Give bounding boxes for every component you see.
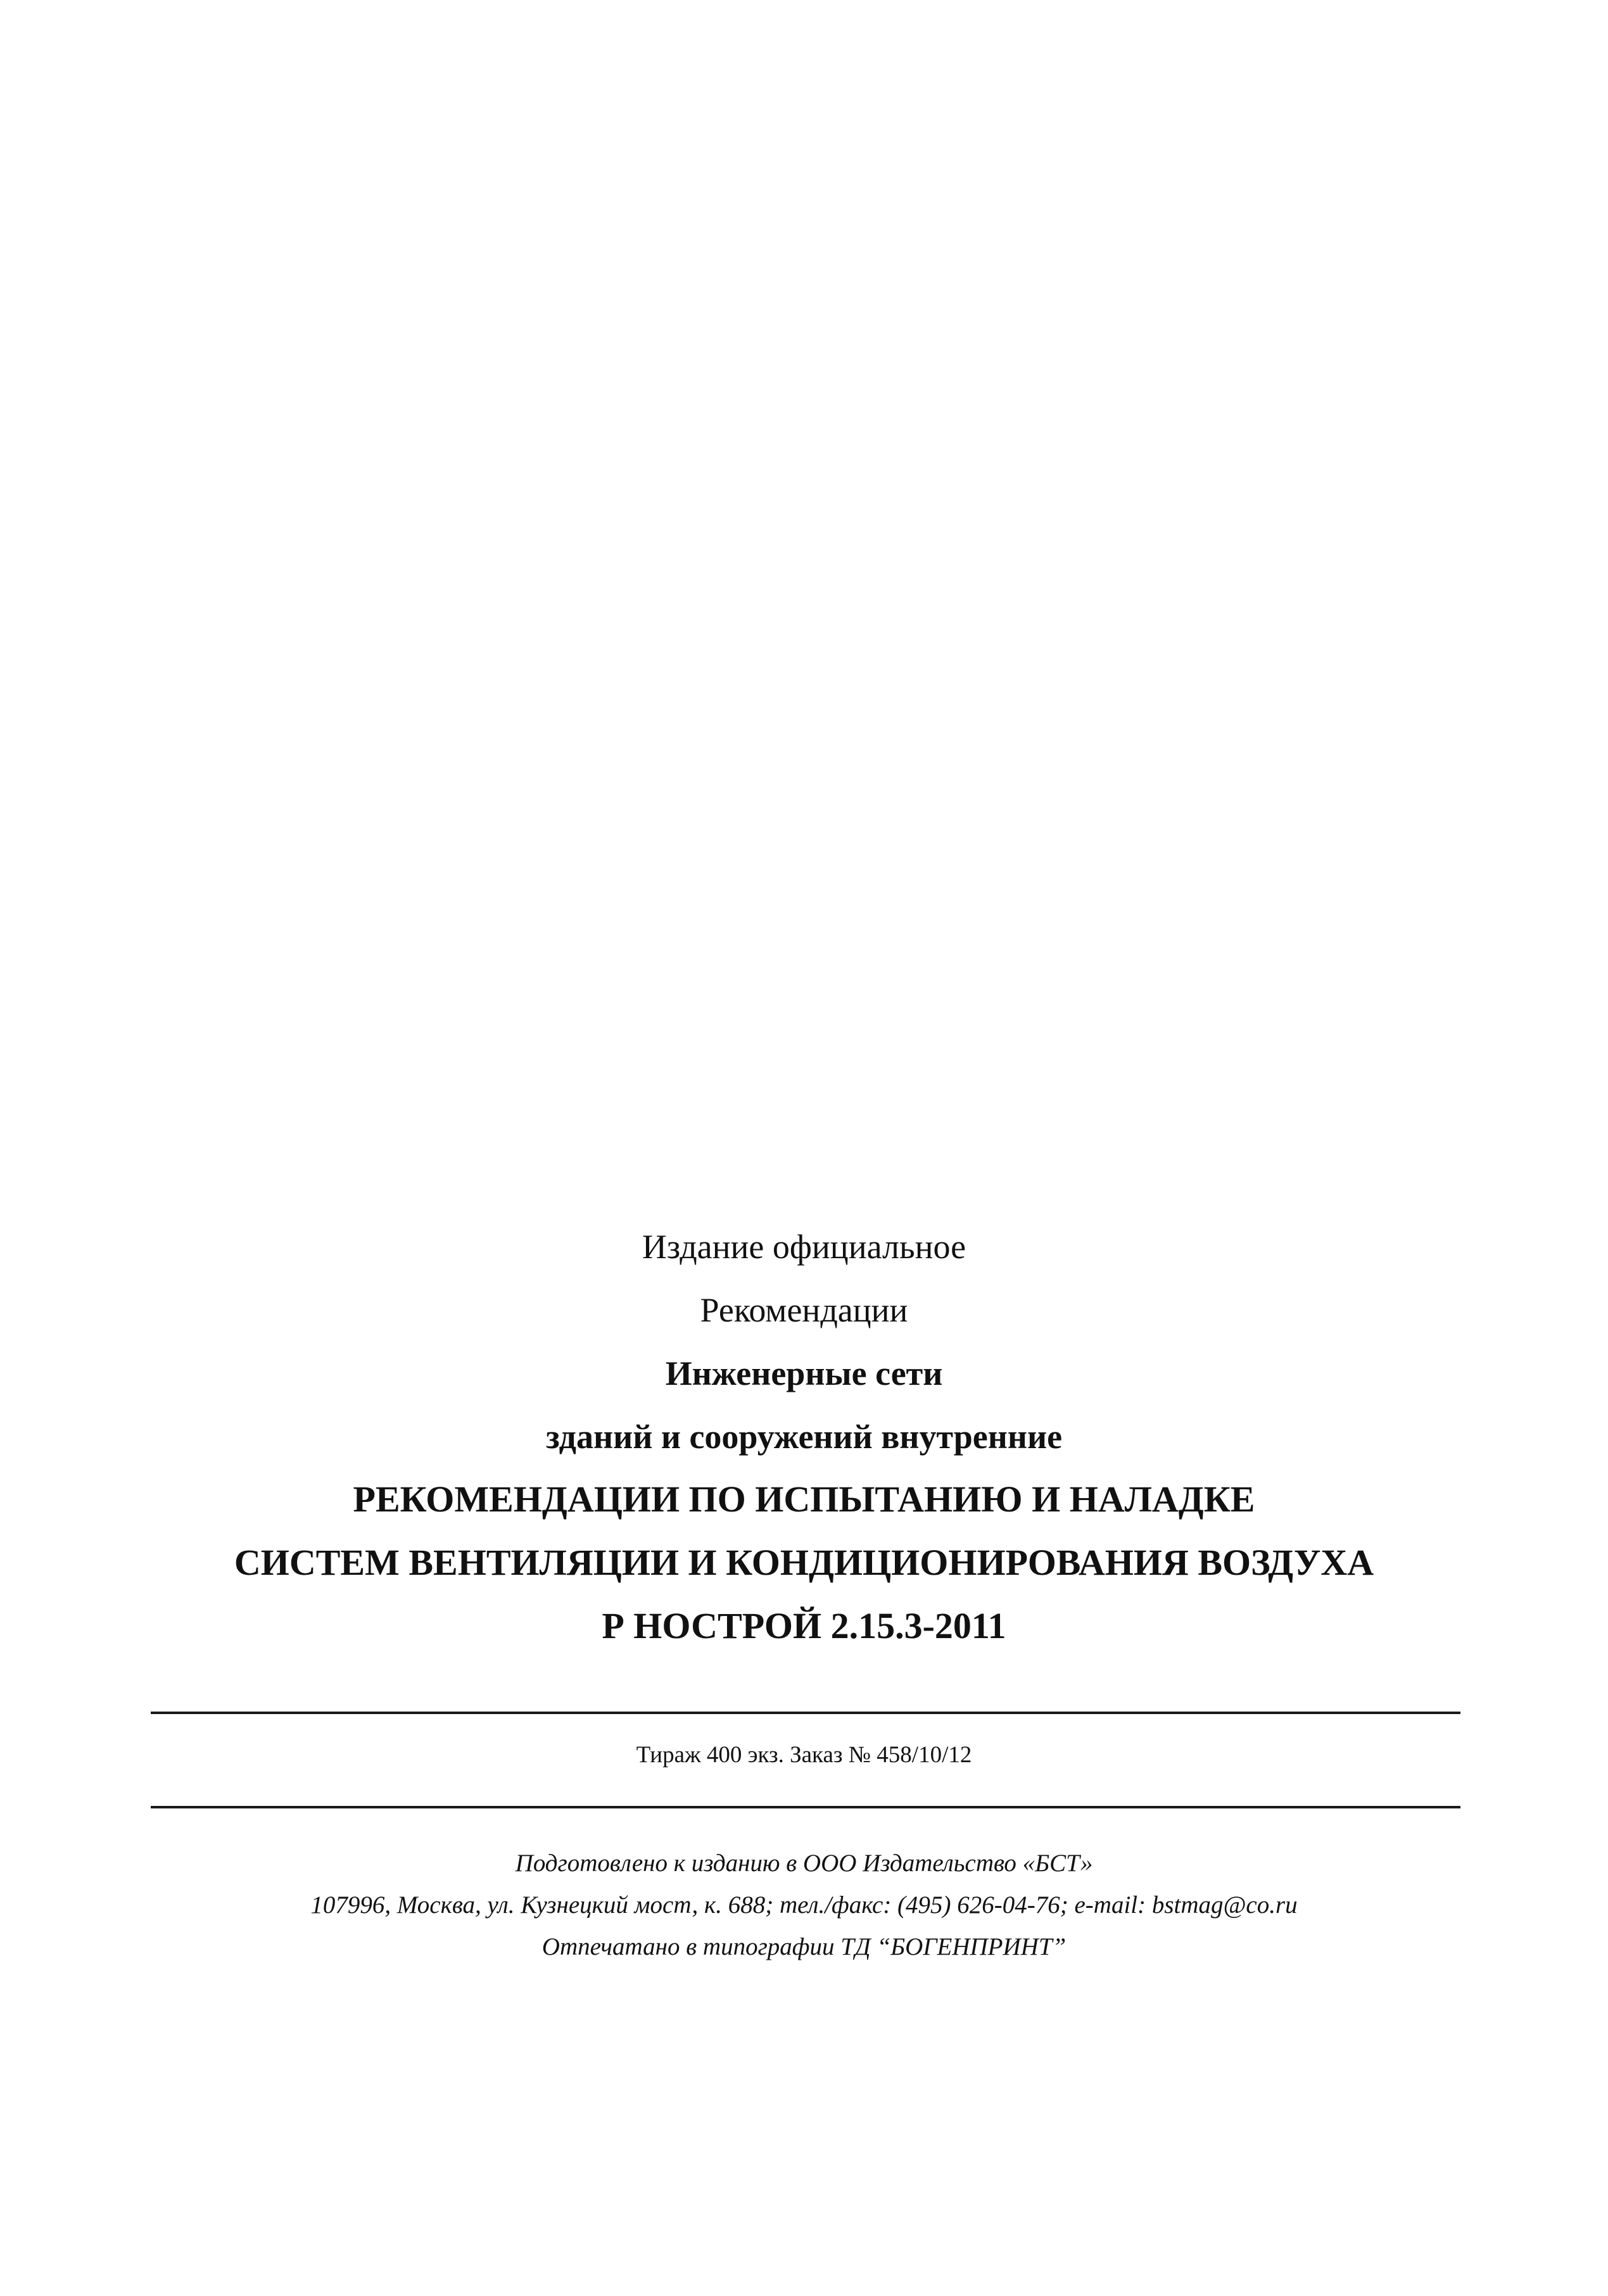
imprint-printed: Отпечатано в типографии ТД “БОГЕНПРИНТ” bbox=[541, 1933, 1067, 1960]
imprint-address: 107996, Москва, ул. Кузнецкий мост, к. 688; тел./факс: (495) 626-04-76; e-mail: bstmag@co.ru bbox=[310, 1891, 1298, 1919]
subject-line-1: Инженерные сети bbox=[665, 1354, 943, 1392]
document-designation: Р НОСТРОЙ 2.15.3-2011 bbox=[602, 1605, 1006, 1646]
top-divider bbox=[151, 1712, 1460, 1714]
print-run-info: Тираж 400 экз. Заказ № 458/10/12 bbox=[636, 1742, 972, 1768]
edition-label: Издание официальное bbox=[642, 1228, 966, 1266]
title-line-1: РЕКОМЕНДАЦИИ ПО ИСПЫТАНИЮ И НАЛАДКЕ bbox=[353, 1479, 1255, 1520]
imprint-prepared: Подготовлено к изданию в ООО Издательство «БСТ» bbox=[515, 1850, 1093, 1877]
subject-line-2: зданий и сооружений внутренние bbox=[545, 1418, 1063, 1456]
title-line-2: СИСТЕМ ВЕНТИЛЯЦИИ И КОНДИЦИОНИРОВАНИЯ ВОЗДУХА bbox=[234, 1542, 1374, 1583]
document-type: Рекомендации bbox=[700, 1291, 908, 1329]
bottom-divider bbox=[151, 1806, 1460, 1808]
